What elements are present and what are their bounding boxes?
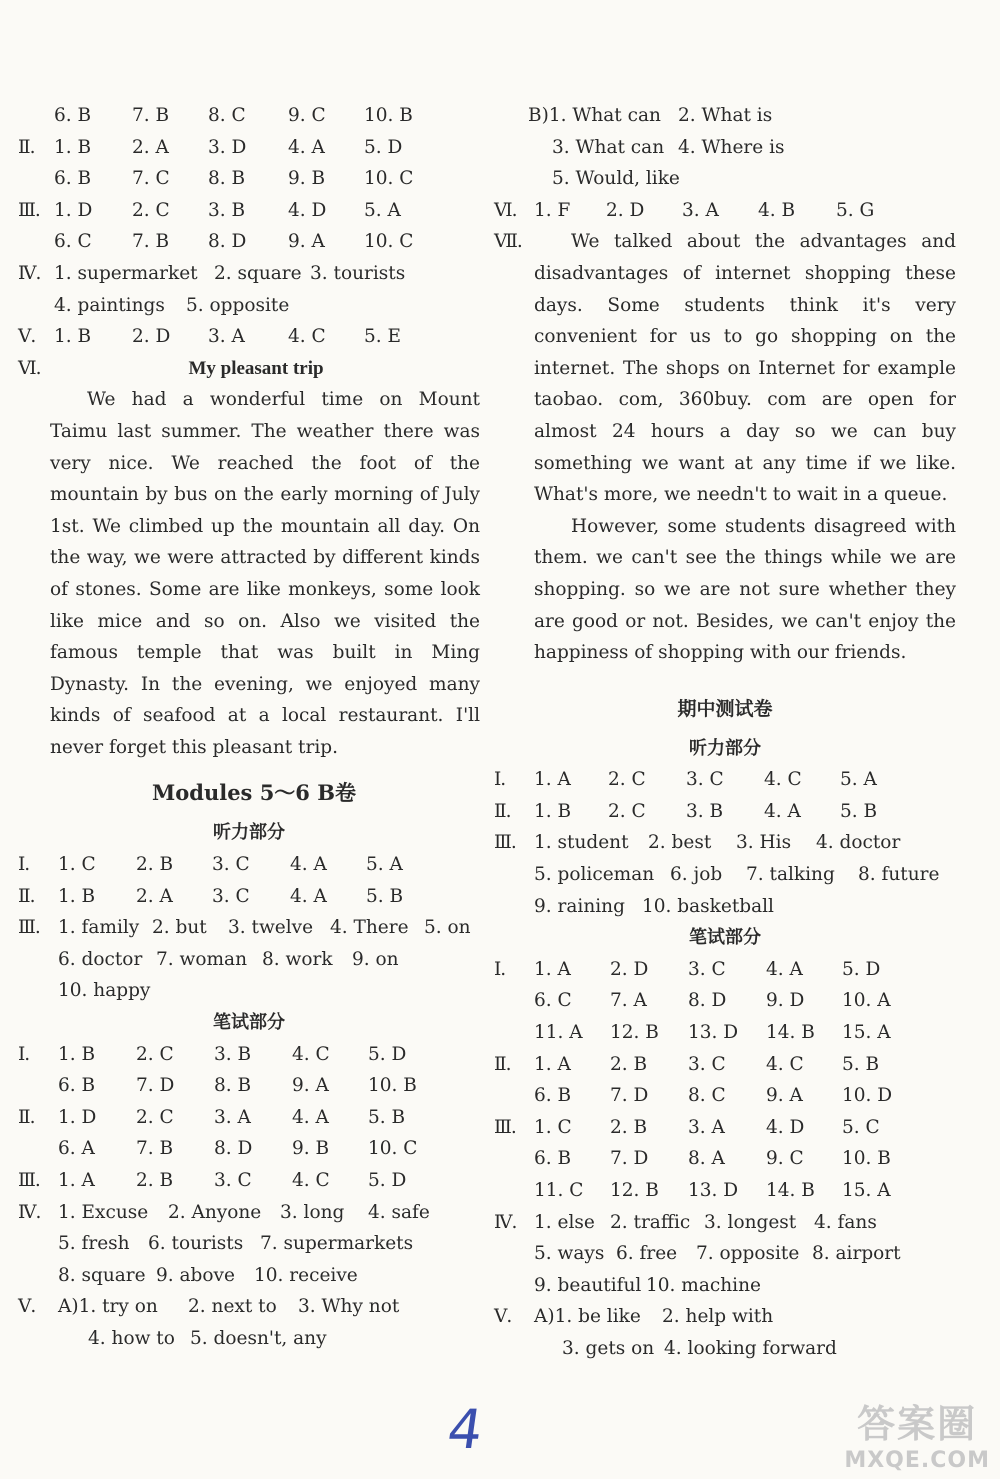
answer-item: 6. C xyxy=(54,231,92,253)
answer-item: 1. student xyxy=(534,832,629,854)
answer-row xyxy=(494,1175,956,1207)
answer-item: 15. A xyxy=(842,1180,891,1201)
answer-item: 3. What can xyxy=(552,136,665,158)
essay-block xyxy=(494,226,956,668)
answer-item: 5. on xyxy=(424,917,471,939)
answer-item: 4. D xyxy=(766,1116,805,1138)
answer-item: 3. Why not xyxy=(298,1296,400,1318)
answer-item: 3. A xyxy=(682,199,719,221)
answer-item: 4. B xyxy=(758,199,796,221)
answer-item: 10. receive xyxy=(254,1264,358,1286)
essay-paragraph: We talked about the advantages and disadvantages of internet shopping these days. Some students think it's very convenient for us to go shopping on the internet. The shops on Internet for example taobao. com, 360buy. com are open for almost 24 hours a day so we can buy something we want at any time if we like. What's more, we needn't to wait in a queue. xyxy=(534,231,956,506)
answer-item: 7. B xyxy=(132,231,170,253)
answer-item: 4. A xyxy=(288,136,325,158)
answer-item: 6. B xyxy=(54,168,92,190)
handwritten-page-number: 4 xyxy=(443,1398,487,1461)
answer-row xyxy=(494,100,956,132)
answer-row xyxy=(18,944,480,976)
answer-row xyxy=(18,975,480,1007)
answer-item: 13. D xyxy=(688,1022,739,1044)
answer-item: 3. His xyxy=(736,832,792,854)
answer-item: 3. B xyxy=(686,800,724,822)
roman-numeral: Ⅰ. xyxy=(494,769,506,791)
answer-item: 1. B xyxy=(58,885,96,907)
answer-item: 3. C xyxy=(686,769,724,791)
answer-item: 10. C xyxy=(364,231,414,253)
answer-item: A)1. be like xyxy=(534,1306,641,1328)
answer-row xyxy=(18,1102,480,1134)
answer-item: 1. family xyxy=(58,917,140,939)
answer-row xyxy=(494,1112,956,1144)
answer-item: 5. A xyxy=(366,854,403,876)
answer-item: 3. D xyxy=(208,136,247,158)
answer-row xyxy=(18,321,480,353)
answer-item: 6. B xyxy=(58,1075,96,1097)
answer-row xyxy=(494,1080,956,1112)
answer-item: 1. supermarket xyxy=(54,262,198,284)
answer-item: 4. There xyxy=(330,917,409,939)
answer-item: 9. A xyxy=(766,1085,803,1107)
answer-item: 7. talking xyxy=(746,864,835,886)
essay-title: My pleasant trip xyxy=(188,357,324,379)
answer-item: 4. paintings xyxy=(54,294,165,316)
answer-item: 2. C xyxy=(136,1106,174,1128)
answer-item: 8. square xyxy=(58,1264,146,1286)
answer-row xyxy=(18,1039,480,1071)
answer-row xyxy=(18,1260,480,1292)
answer-item: 2. but xyxy=(152,917,207,939)
answer-item: 2. traffic xyxy=(610,1211,691,1233)
answer-item: 3. twelve xyxy=(228,917,314,939)
roman-numeral: Ⅲ. xyxy=(494,1116,516,1138)
answer-item: 5. doesn't, any xyxy=(190,1327,327,1349)
answer-item: 5. G xyxy=(836,199,875,221)
answer-item: 2. C xyxy=(608,769,646,791)
answer-item: 4. doctor xyxy=(816,832,901,854)
roman-numeral: Ⅱ. xyxy=(494,1053,511,1075)
answer-item: 4. A xyxy=(290,885,327,907)
answer-item: 10. B xyxy=(368,1075,417,1097)
answer-item: 8. D xyxy=(208,231,247,253)
answer-item: 4. C xyxy=(292,1043,330,1065)
answer-item: 4. fans xyxy=(814,1211,877,1233)
answer-item: 5. policeman xyxy=(534,864,655,886)
answer-row xyxy=(18,1165,480,1197)
answer-item: 1. C xyxy=(534,1116,572,1138)
answer-item: 4. safe xyxy=(368,1201,430,1223)
answer-item: 4. Where is xyxy=(678,136,785,158)
answer-item: 6. free xyxy=(616,1243,678,1265)
answer-item: 3. C xyxy=(214,1170,252,1191)
answer-item: 7. D xyxy=(610,1085,649,1107)
answer-item: 10. A xyxy=(842,990,891,1012)
answer-item: 9. A xyxy=(292,1075,329,1097)
answer-item: 9. A xyxy=(288,231,325,253)
answer-item: 4. A xyxy=(292,1106,329,1128)
answer-item: 7. A xyxy=(610,990,647,1012)
answer-item: 1. B xyxy=(58,1043,96,1065)
answer-row xyxy=(494,1301,956,1333)
answer-item: 10. C xyxy=(364,168,414,190)
answer-item: 8. future xyxy=(858,864,940,886)
section-heading: 听力部分 xyxy=(213,822,285,844)
answer-item: 6. B xyxy=(54,105,92,126)
answer-item: 2. B xyxy=(610,1053,648,1075)
answer-item: 5. A xyxy=(840,769,877,791)
answer-item: 7. supermarkets xyxy=(260,1233,414,1255)
roman-numeral: Ⅵ. xyxy=(18,357,41,379)
answer-item: 2. help with xyxy=(662,1306,774,1328)
answer-row xyxy=(494,1238,956,1270)
answer-row xyxy=(18,849,480,881)
answer-item: 6. A xyxy=(58,1138,95,1160)
roman-numeral: Ⅱ. xyxy=(18,136,35,158)
answer-item: 2. C xyxy=(608,800,646,822)
answer-item: 3. C xyxy=(212,885,250,907)
answer-item: 2. B xyxy=(136,1170,174,1191)
answer-item: 9. D xyxy=(766,990,805,1012)
answer-item: 1. B xyxy=(54,136,92,158)
answer-row xyxy=(494,764,956,796)
section-title: Modules 5～6 B卷 xyxy=(152,780,356,806)
answer-row xyxy=(494,796,956,828)
answer-item: 1. A xyxy=(534,769,571,791)
answer-item: 1. Excuse xyxy=(58,1201,149,1223)
answer-row xyxy=(494,1270,956,1302)
answer-row xyxy=(494,195,956,227)
answer-row xyxy=(494,1049,956,1081)
answer-item: 8. D xyxy=(214,1138,253,1160)
roman-numeral: Ⅳ. xyxy=(18,262,41,284)
answer-row xyxy=(18,226,480,258)
section-heading: 笔试部分 xyxy=(689,927,761,949)
answer-item: 12. B xyxy=(610,1180,659,1201)
answer-item: 14. B xyxy=(766,1022,815,1044)
answer-item: 5. ways xyxy=(534,1243,605,1265)
answer-item: 6. tourists xyxy=(148,1233,244,1255)
answer-item: 8. A xyxy=(688,1148,725,1170)
answer-item: 5. B xyxy=(842,1053,880,1075)
answer-item: 7. woman xyxy=(156,948,247,970)
answer-item: 10. C xyxy=(368,1138,418,1160)
answer-row xyxy=(18,290,480,322)
answer-item: 9. on xyxy=(352,948,399,970)
roman-numeral: Ⅶ. xyxy=(494,231,522,253)
answer-item: 9. C xyxy=(766,1148,804,1170)
roman-numeral: Ⅲ. xyxy=(18,1170,40,1191)
answer-item: 8. airport xyxy=(812,1243,901,1265)
answer-row xyxy=(18,1197,480,1229)
answer-row xyxy=(18,100,480,132)
roman-numeral: Ⅲ. xyxy=(18,199,40,221)
answer-item: 2. square xyxy=(214,262,302,284)
roman-numeral: Ⅱ. xyxy=(494,800,511,822)
answer-row xyxy=(18,1323,480,1355)
answer-item: 3. gets on xyxy=(562,1337,655,1359)
answer-item: 4. C xyxy=(766,1053,804,1075)
answer-row xyxy=(18,1228,480,1260)
answer-row xyxy=(494,1207,956,1239)
answer-item: 4. A xyxy=(764,800,801,822)
answer-item: 9. above xyxy=(156,1264,235,1286)
answer-item: 2. next to xyxy=(188,1296,277,1318)
answer-item: 3. A xyxy=(214,1106,251,1128)
answer-item: 7. opposite xyxy=(696,1243,800,1265)
answer-item: 5. D xyxy=(364,136,403,158)
answer-item: 2. B xyxy=(136,854,174,876)
answer-row xyxy=(494,163,956,195)
answer-row xyxy=(18,881,480,913)
roman-numeral: Ⅰ. xyxy=(18,1043,30,1065)
answer-item: 8. B xyxy=(208,168,246,190)
answer-item: 3. long xyxy=(280,1201,345,1223)
right-column xyxy=(494,100,956,1365)
answer-item: 10. happy xyxy=(58,980,151,1002)
answer-item: 2. C xyxy=(136,1043,174,1065)
answer-row xyxy=(494,859,956,891)
answer-row xyxy=(494,891,956,923)
answer-item: 3. A xyxy=(688,1116,725,1138)
roman-numeral: Ⅵ. xyxy=(494,199,517,221)
essay-body: We had a wonderful time on Mount Taimu last summer. The weather there was very nice. We reached the foot of the mountain by bus on the early morning of July 1st. We climbed up the mountain all day. On the way, we were attracted by different kinds of stones. Some are like monkeys, some look like mice and so on. Also we visited the famous temple that was built in Ming Dynasty. In the evening, we enjoyed many kinds of seafood at a local restaurant. I'll never forget this pleasant trip. xyxy=(50,389,480,758)
answer-row xyxy=(18,132,480,164)
answer-item: 5. B xyxy=(368,1106,406,1128)
answer-item: 5. B xyxy=(366,885,404,907)
answer-item: 2. D xyxy=(132,326,171,348)
answer-item: 3. C xyxy=(688,958,726,980)
answer-item: 10. basketball xyxy=(642,895,774,917)
answer-item: 5. fresh xyxy=(58,1233,130,1255)
answer-item: 5. D xyxy=(368,1043,407,1065)
answer-item: 8. work xyxy=(262,948,333,970)
answer-item: A)1. try on xyxy=(58,1296,158,1318)
roman-numeral: Ⅰ. xyxy=(494,958,506,980)
section-heading: 笔试部分 xyxy=(213,1012,285,1034)
answer-item: 2. D xyxy=(610,958,649,980)
answer-item: 1. A xyxy=(534,958,571,980)
answer-item: 4. C xyxy=(764,769,802,791)
answer-item: 2. A xyxy=(132,136,169,158)
answer-item: 7. B xyxy=(136,1138,174,1160)
answer-item: B)1. What can xyxy=(528,105,661,126)
roman-numeral: Ⅱ. xyxy=(18,885,35,907)
answer-item: 5. D xyxy=(842,958,881,980)
answer-item: 6. B xyxy=(534,1085,572,1107)
answer-item: 6. B xyxy=(534,1148,572,1170)
watermark-logo xyxy=(844,1393,990,1473)
answer-item: 4. A xyxy=(766,958,803,980)
answer-item: 4. how to xyxy=(88,1327,175,1349)
answer-item: 6. doctor xyxy=(58,948,143,970)
answer-item: 11. C xyxy=(534,1180,584,1201)
roman-numeral: Ⅰ. xyxy=(18,854,30,876)
roman-numeral: Ⅱ. xyxy=(18,1106,35,1128)
answer-item: 13. D xyxy=(688,1180,739,1201)
answer-item: 4. C xyxy=(288,326,326,348)
roman-numeral: Ⅴ. xyxy=(18,1296,36,1318)
answer-row xyxy=(18,163,480,195)
section-title: 期中测试卷 xyxy=(677,697,773,720)
answer-item: 8. B xyxy=(214,1075,252,1097)
answer-item: 7. D xyxy=(610,1148,649,1170)
answer-item: 3. tourists xyxy=(310,262,406,284)
answer-item: 1. D xyxy=(54,199,93,221)
answer-item: 7. D xyxy=(136,1075,175,1097)
answer-row xyxy=(494,1143,956,1175)
answer-row xyxy=(494,132,956,164)
answer-item: 2. best xyxy=(648,832,712,854)
answer-item: 3. C xyxy=(212,854,250,876)
answer-item: 3. B xyxy=(214,1043,252,1065)
answer-item: 9. beautiful xyxy=(534,1274,642,1296)
answer-item: 8. D xyxy=(688,990,727,1012)
answer-row xyxy=(494,1017,956,1049)
answer-row xyxy=(18,1070,480,1102)
answer-item: 3. B xyxy=(208,199,246,221)
watermark-text: 答案圈 xyxy=(857,1402,978,1446)
answer-item: 3. A xyxy=(208,326,245,348)
answer-item: 10. B xyxy=(842,1148,891,1170)
answer-item: 2. C xyxy=(132,199,170,221)
answer-item: 5. opposite xyxy=(186,294,290,316)
answer-item: 8. C xyxy=(208,105,246,126)
roman-numeral: Ⅳ. xyxy=(494,1211,517,1233)
answer-row xyxy=(494,1333,956,1365)
answer-item: 4. D xyxy=(288,199,327,221)
roman-numeral: Ⅴ. xyxy=(18,326,36,348)
answer-item: 5. A xyxy=(364,199,401,221)
answer-item: 10. B xyxy=(364,105,413,126)
answer-item: 2. Anyone xyxy=(168,1201,262,1223)
answer-item: 7. C xyxy=(132,168,170,190)
essay-paragraph: However, some students disagreed with them. we can't see the things while we are shopping. so we are not sure whether they are good or not. Besides, we can't enjoy the happiness of shopping with our friends. xyxy=(534,515,956,664)
answer-item: 1. A xyxy=(58,1170,95,1191)
answer-item: 1. B xyxy=(54,326,92,348)
answer-item: 7. B xyxy=(132,105,170,126)
answer-row xyxy=(494,954,956,986)
answer-item: 2. D xyxy=(606,199,645,221)
answer-row xyxy=(18,195,480,227)
answer-item: 5. E xyxy=(364,326,402,348)
answer-item: 9. C xyxy=(288,105,326,126)
answer-row xyxy=(18,258,480,290)
left-column xyxy=(18,100,480,1355)
answer-item: 8. C xyxy=(688,1085,726,1107)
answer-item: 1. else xyxy=(534,1211,595,1233)
answer-item: 2. A xyxy=(136,885,173,907)
answer-item: 15. A xyxy=(842,1022,891,1044)
answer-item: 9. B xyxy=(292,1138,330,1160)
answer-item: 14. B xyxy=(766,1180,815,1201)
answer-item: 4. C xyxy=(292,1170,330,1191)
roman-numeral: Ⅲ. xyxy=(494,832,516,854)
answer-item: 12. B xyxy=(610,1022,659,1044)
section-heading: 听力部分 xyxy=(689,737,761,759)
answer-item: 5. B xyxy=(840,800,878,822)
answer-item: 6. job xyxy=(670,864,723,886)
answer-item: 5. D xyxy=(368,1170,407,1191)
roman-numeral: Ⅴ. xyxy=(494,1306,512,1328)
answer-item: 11. A xyxy=(534,1022,583,1044)
answer-row xyxy=(18,1133,480,1165)
answer-item: 4. looking forward xyxy=(664,1337,837,1359)
answer-item: 5. Would, like xyxy=(552,168,680,190)
answer-row xyxy=(494,827,956,859)
answer-item: 10. D xyxy=(842,1085,893,1107)
answer-item: 2. What is xyxy=(678,105,773,126)
answer-row xyxy=(18,1291,480,1323)
answer-item: 1. A xyxy=(534,1053,571,1075)
answer-row xyxy=(494,985,956,1017)
answer-item: 1. C xyxy=(58,854,96,876)
answer-item: 2. B xyxy=(610,1116,648,1138)
watermark-url: MXQE.COM xyxy=(844,1448,990,1473)
answer-item: 1. D xyxy=(58,1106,97,1128)
answer-item: 3. C xyxy=(688,1053,726,1075)
answer-item: 9. B xyxy=(288,168,326,190)
answer-item: 1. F xyxy=(534,199,571,221)
answer-item: 5. C xyxy=(842,1116,880,1138)
answer-item: 6. C xyxy=(534,990,572,1012)
answer-item: 3. longest xyxy=(704,1211,797,1233)
roman-numeral: Ⅲ. xyxy=(18,917,40,939)
answer-item: 10. machine xyxy=(646,1274,761,1296)
answer-item: 4. A xyxy=(290,854,327,876)
roman-numeral: Ⅳ. xyxy=(18,1201,41,1223)
answer-item: 9. raining xyxy=(534,895,625,917)
answer-row xyxy=(18,912,480,944)
essay-title-row xyxy=(18,353,480,385)
answer-item: 1. B xyxy=(534,800,572,822)
